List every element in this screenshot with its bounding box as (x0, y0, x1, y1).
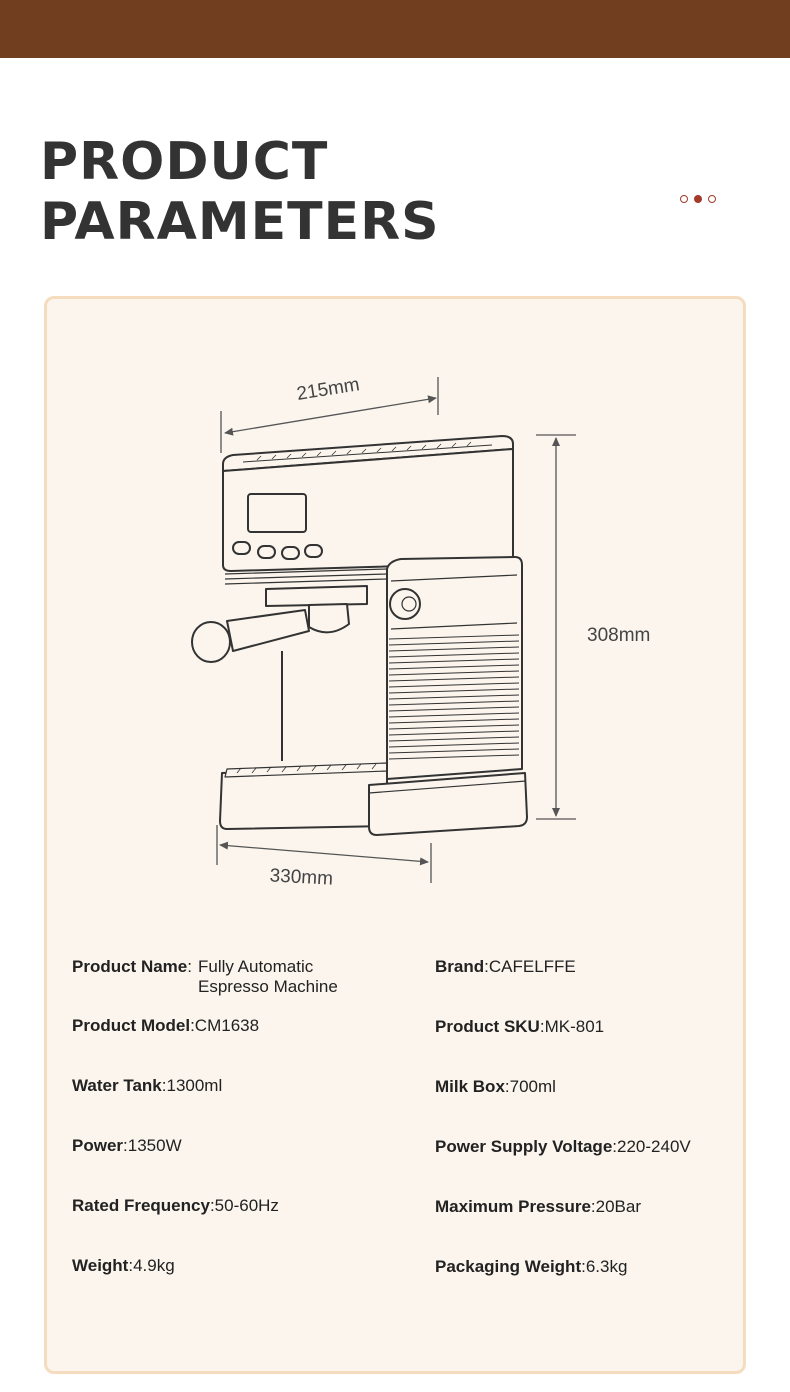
spec-rated-frequency (72, 1196, 279, 1216)
spec-key: Power Supply Voltage (435, 1137, 613, 1156)
spec-value: CM1638 (194, 1016, 260, 1035)
spec-key: Product Model (72, 1016, 191, 1035)
spec-sep: : (590, 1197, 596, 1216)
title-line-1: PRODUCT (40, 132, 329, 192)
spec-sep: : (161, 1076, 167, 1095)
parameters-card (44, 296, 746, 1374)
spec-value: 4.9kg (133, 1256, 175, 1275)
spec-sep: : (190, 1016, 195, 1035)
spec-value: 700ml (509, 1077, 556, 1096)
spec-sep: : (209, 1196, 215, 1215)
spec-sep: : (128, 1256, 134, 1275)
spec-value: 1300ml (166, 1076, 223, 1095)
pager-dot-2-active[interactable] (694, 195, 702, 203)
spec-key: Product Name (72, 957, 188, 976)
spec-sep: : (187, 957, 192, 976)
top-banner-bar (0, 0, 790, 58)
spec-water-tank (72, 1076, 222, 1096)
spec-value: 220-240V (617, 1137, 691, 1156)
spec-weight (72, 1256, 175, 1276)
depth-dimension-line (217, 825, 431, 890)
pager-dot-3[interactable] (708, 195, 716, 203)
espresso-machine-diagram (47, 299, 749, 899)
spec-maximum-pressure (435, 1197, 641, 1217)
height-dimension-line (536, 435, 650, 819)
spec-key: Rated Frequency (72, 1196, 210, 1215)
spec-sep: : (123, 1136, 128, 1155)
spec-key: Milk Box (435, 1077, 505, 1096)
spec-milk-box (435, 1077, 556, 1097)
spec-brand (435, 957, 576, 977)
spec-sep: : (612, 1137, 618, 1156)
pager-dot-1[interactable] (680, 195, 688, 203)
spec-value: MK-801 (544, 1017, 605, 1036)
spec-value: CAFELFFE (488, 957, 576, 976)
spec-packaging-weight (435, 1257, 627, 1277)
spec-value: 50-60Hz (214, 1196, 279, 1215)
width-dimension-line (221, 374, 438, 453)
spec-key: Weight (72, 1256, 129, 1275)
height-label: 308mm (587, 625, 651, 646)
spec-value: 6.3kg (585, 1257, 628, 1276)
spec-key: Packaging Weight (435, 1257, 582, 1276)
spec-value: 1350W (127, 1136, 182, 1155)
spec-product-name (72, 957, 368, 997)
spec-key: Power (72, 1136, 124, 1155)
spec-power (72, 1136, 182, 1156)
title-line-2: PARAMETERS (40, 192, 440, 252)
spec-sep: : (581, 1257, 586, 1276)
carousel-pager (680, 195, 716, 203)
spec-sep: : (484, 957, 489, 976)
machine-body (192, 436, 527, 835)
page-title (40, 132, 440, 252)
spec-key: Product SKU (435, 1017, 540, 1036)
spec-value: 20Bar (595, 1197, 642, 1216)
width-label: 215mm (295, 374, 362, 405)
spec-sep: : (504, 1077, 510, 1096)
spec-value: Fully Automatic Espresso Machine (197, 957, 338, 996)
spec-product-model (72, 1016, 259, 1036)
spec-power-supply-voltage (435, 1137, 691, 1157)
depth-label: 330mm (269, 865, 334, 890)
spec-sep: : (539, 1017, 545, 1036)
spec-key: Water Tank (72, 1076, 162, 1095)
spec-key: Maximum Pressure (435, 1197, 591, 1216)
spec-product-sku (435, 1017, 604, 1037)
spec-key: Brand (435, 957, 485, 976)
